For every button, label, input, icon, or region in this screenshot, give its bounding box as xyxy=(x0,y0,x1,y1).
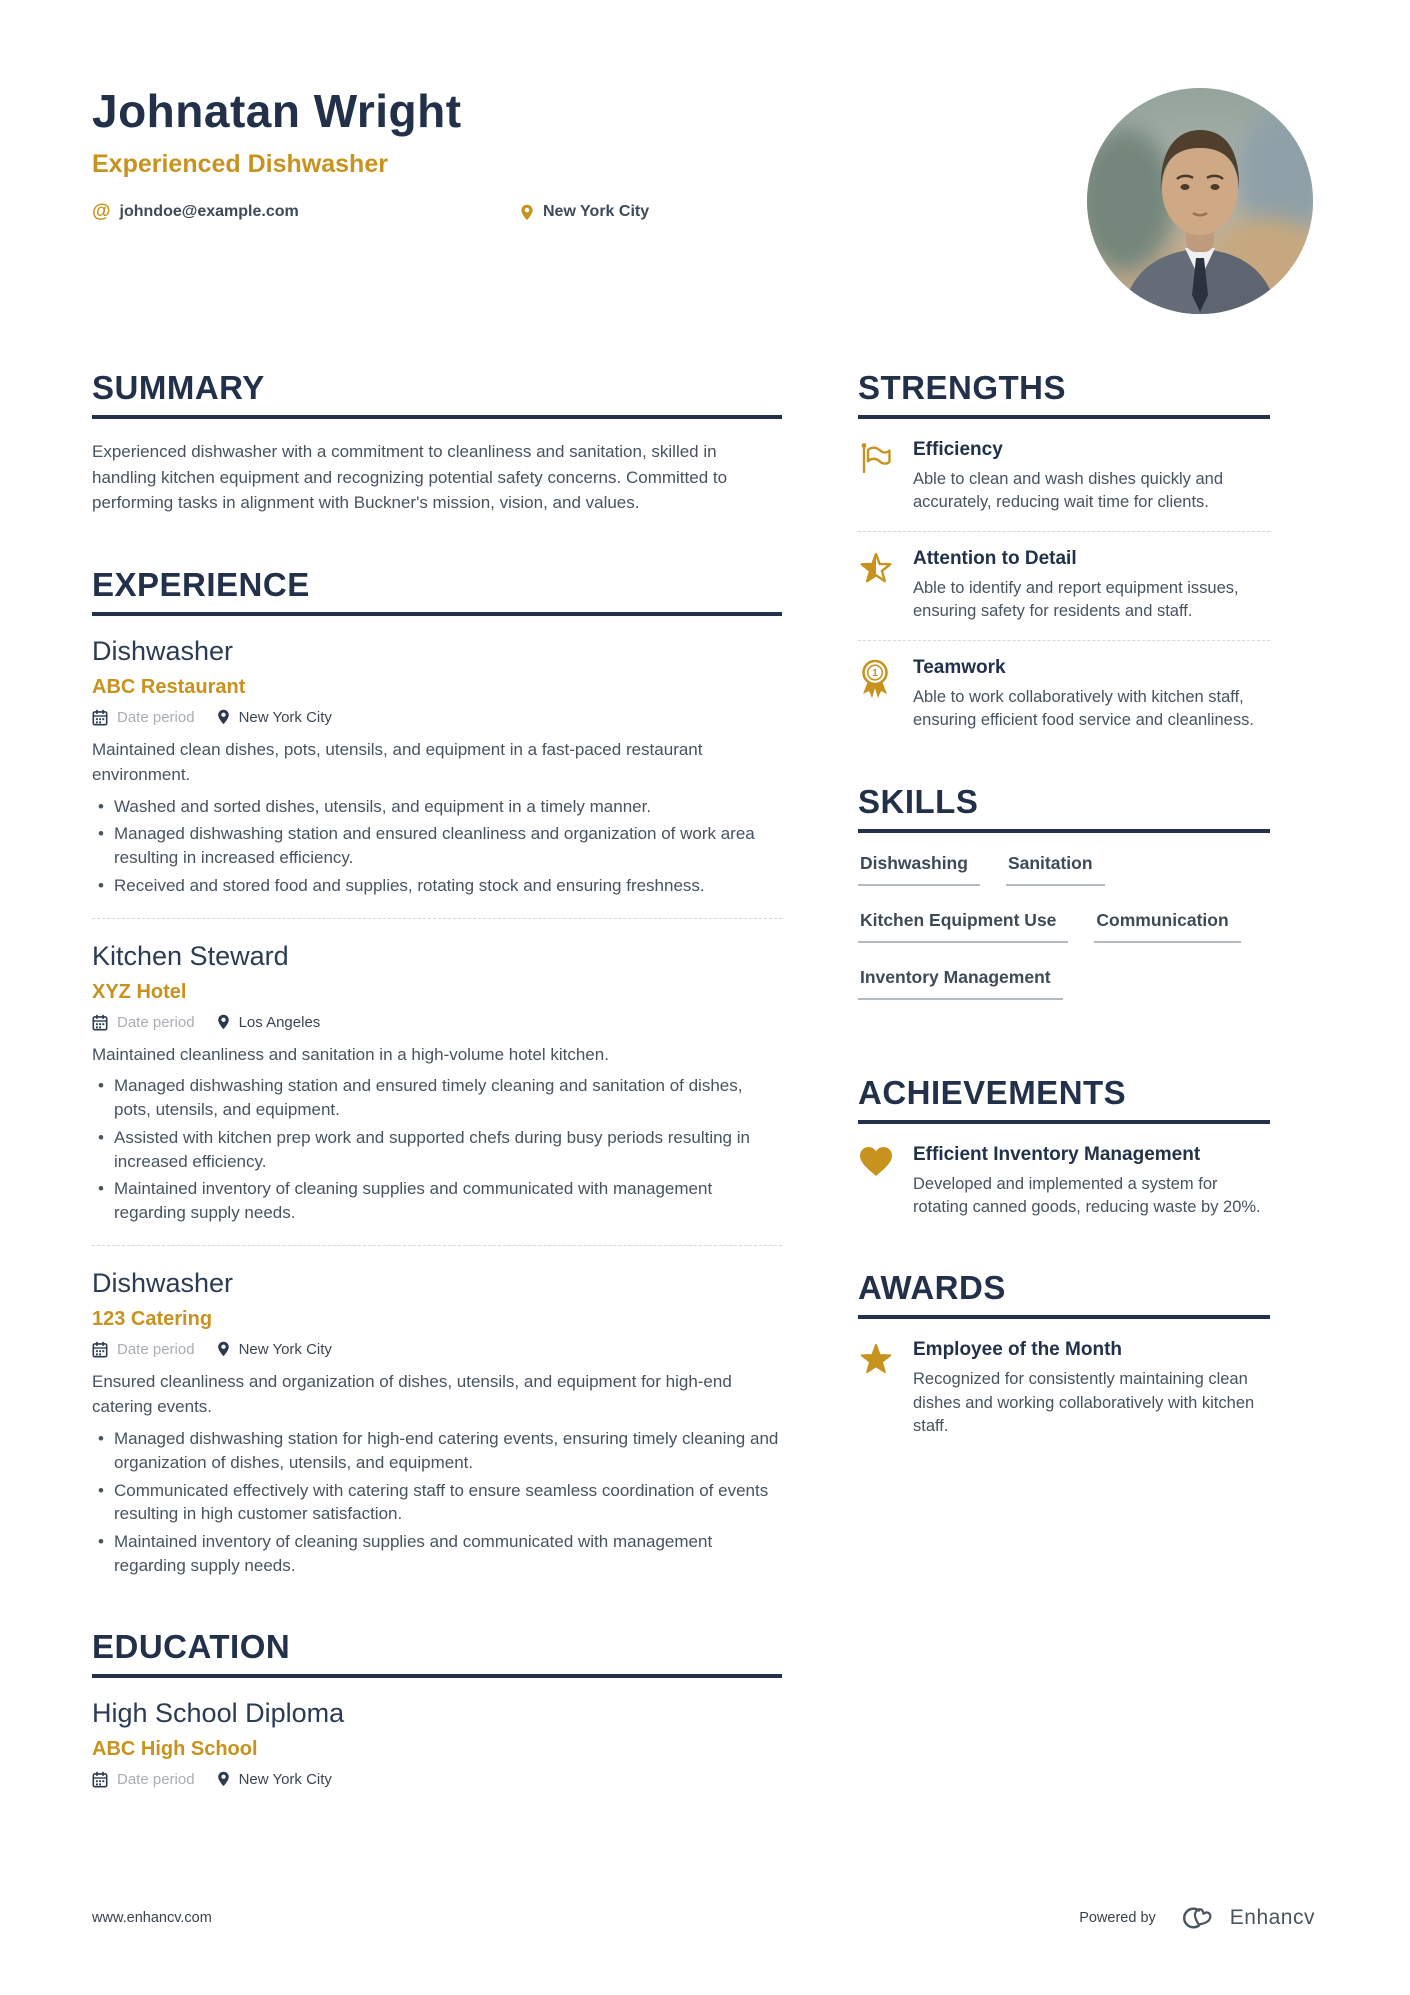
location-pin-icon xyxy=(217,1771,230,1787)
strength-item xyxy=(858,657,1270,733)
date-period: Date period xyxy=(117,1013,195,1031)
header xyxy=(0,0,1410,223)
location-pin-icon xyxy=(217,1341,230,1357)
skill-tag: Sanitation xyxy=(1006,853,1105,886)
feature-body xyxy=(913,657,1270,733)
svg-text:1: 1 xyxy=(872,667,878,679)
feature-title: Efficiency xyxy=(913,439,1003,460)
calendar-icon xyxy=(92,1341,108,1358)
dashed-divider xyxy=(92,918,782,919)
feature-text: Developed and implemented a system for rotating canned goods, reducing waste by 20%. xyxy=(913,1174,1261,1216)
dashed-divider xyxy=(92,1245,782,1246)
feature-text: Able to work collaboratively with kitchen staff, ensuring efficient food service and cleanliness. xyxy=(913,687,1254,730)
company-name: 123 Catering xyxy=(92,1307,213,1330)
calendar-icon xyxy=(92,1014,108,1031)
skills-heading: SKILLS xyxy=(858,783,1270,833)
strengths-section xyxy=(858,369,1270,733)
summary-text: Experienced dishwasher with a commitment to cleanliness and sanitation, skilled in handling kitchen equipment and recognizing potential safety concerns. Committed to performing tasks in alignment with Buckner's mission, vision, and values. xyxy=(92,442,728,512)
calendar-icon xyxy=(92,1771,108,1788)
date-period: Date period xyxy=(117,1340,195,1358)
strengths-list xyxy=(858,439,1270,733)
job-title: Dishwasher xyxy=(92,635,234,666)
heart-icon xyxy=(858,1146,894,1178)
person-name: Johnatan Wright xyxy=(92,85,462,137)
skill-tag: Dishwashing xyxy=(858,853,980,886)
star-icon xyxy=(858,1341,894,1377)
achievements-list xyxy=(858,1144,1270,1220)
experience-entries xyxy=(92,636,782,1578)
award-item xyxy=(858,1339,1270,1438)
experience-entry xyxy=(92,1268,782,1578)
powered-by[interactable] xyxy=(1079,1903,1315,1933)
enhancv-wordmark: Enhancv xyxy=(1229,1906,1315,1929)
achievement-item xyxy=(858,1144,1270,1220)
skills-list xyxy=(858,853,1270,1024)
education-heading: EDUCATION xyxy=(92,1628,782,1678)
experience-entry xyxy=(92,636,782,919)
achievements-section xyxy=(858,1074,1270,1220)
company-name: XYZ Hotel xyxy=(92,980,187,1003)
powered-by-label: Powered by xyxy=(1079,1910,1156,1926)
bullet-item: • Washed and sorted dishes, utensils, and equipment in a timely manner. xyxy=(92,795,782,819)
entry-description: Maintained cleanliness and sanitation in a high-volume hotel kitchen. xyxy=(92,1044,609,1064)
feature-icon-box xyxy=(858,657,898,733)
dashed-divider xyxy=(858,640,1270,641)
footer xyxy=(92,1903,1315,1933)
dashed-divider xyxy=(858,531,1270,532)
entry-location: New York City xyxy=(238,1770,332,1788)
school-name: ABC High School xyxy=(92,1737,258,1760)
entry-description: Ensured cleanliness and organization of dishes, utensils, and equipment for high-end catering events. xyxy=(92,1371,732,1417)
bullet-item: • Managed dishwashing station and ensured timely cleaning and sanitation of dishes, pots, utensils, and equipment. xyxy=(92,1074,782,1122)
achievements-heading: ACHIEVEMENTS xyxy=(858,1074,1270,1124)
left-column xyxy=(92,369,782,1838)
summary-heading: SUMMARY xyxy=(92,369,782,419)
education-section xyxy=(92,1628,782,1788)
feature-icon-box xyxy=(858,439,898,515)
entry-location: New York City xyxy=(238,708,332,726)
job-title: Kitchen Steward xyxy=(92,940,289,971)
feature-icon-box xyxy=(858,1144,898,1220)
enhancv-logo-icon xyxy=(1170,1903,1216,1933)
experience-heading: EXPERIENCE xyxy=(92,566,782,616)
entry-meta xyxy=(92,709,782,726)
awards-section xyxy=(858,1269,1270,1438)
email-text: johndoe@example.com xyxy=(119,203,299,220)
bullet-list xyxy=(92,795,782,898)
flag-icon xyxy=(858,441,892,475)
job-headline: Experienced Dishwasher xyxy=(92,150,388,178)
feature-icon-box xyxy=(858,1339,898,1438)
at-icon: @ xyxy=(92,201,111,222)
location-contact xyxy=(520,203,649,221)
website-link[interactable]: www.enhancv.com xyxy=(92,1910,212,1926)
location-pin-icon xyxy=(520,204,534,221)
email-contact[interactable] xyxy=(92,201,520,223)
bullet-item: • Maintained inventory of cleaning supplies and communicated with management regarding supply needs. xyxy=(92,1530,782,1578)
skill-tag: Communication xyxy=(1094,910,1240,943)
feature-title: Attention to Detail xyxy=(913,547,1077,569)
job-title: Dishwasher xyxy=(92,1267,234,1298)
entry-location: Los Angeles xyxy=(238,1013,321,1031)
location-pin-icon xyxy=(217,1014,230,1030)
right-column xyxy=(858,369,1270,1838)
entry-meta xyxy=(92,1014,782,1031)
entry-meta xyxy=(92,1341,782,1358)
feature-body xyxy=(913,1144,1270,1220)
feature-body xyxy=(913,548,1270,624)
awards-list xyxy=(858,1339,1270,1438)
feature-title: Employee of the Month xyxy=(913,1339,1122,1361)
profile-photo xyxy=(1087,88,1313,314)
experience-section xyxy=(92,566,782,1578)
feature-text: Recognized for consistently maintaining clean dishes and working collaboratively with kitchen staff. xyxy=(913,1370,1255,1436)
skills-section xyxy=(858,783,1270,1024)
bullet-item: • Managed dishwashing station for high-end catering events, ensuring timely cleaning and organization of dishes, utensils, and equipment. xyxy=(92,1427,782,1475)
feature-body xyxy=(913,1339,1270,1438)
experience-entry xyxy=(92,941,782,1246)
profile-photo-illustration xyxy=(1087,88,1313,314)
bullet-list xyxy=(92,1427,782,1578)
feature-body xyxy=(913,439,1270,515)
location-pin-icon xyxy=(217,709,230,725)
strength-item xyxy=(858,548,1270,641)
company-name: ABC Restaurant xyxy=(92,675,246,698)
skill-tag: Kitchen Equipment Use xyxy=(858,910,1068,943)
degree-title: High School Diploma xyxy=(92,1697,345,1728)
entry-location: New York City xyxy=(238,1340,332,1358)
feature-text: Able to clean and wash dishes quickly and accurately, reducing wait time for clients. xyxy=(913,470,1224,512)
bullet-item: • Communicated effectively with catering staff to ensure seamless coordination of events resulting in high customer satisfaction. xyxy=(92,1479,782,1527)
summary-section xyxy=(92,369,782,516)
feature-text: Able to identify and report equipment issues, ensuring safety for residents and staff. xyxy=(913,578,1239,621)
bullet-item: • Maintained inventory of cleaning supplies and communicated with management regarding supply needs. xyxy=(92,1177,782,1225)
awards-heading: AWARDS xyxy=(858,1269,1270,1319)
bullet-item: • Managed dishwashing station and ensured cleanliness and organization of work area resulting in increased efficiency. xyxy=(92,822,782,870)
bullet-item: • Received and stored food and supplies, rotating stock and ensuring freshness. xyxy=(92,874,782,898)
feature-title: Efficient Inventory Management xyxy=(913,1143,1201,1165)
location-text: New York City xyxy=(543,203,650,220)
calendar-icon xyxy=(92,709,108,726)
entry-description: Maintained clean dishes, pots, utensils, and equipment in a fast-paced restaurant environment. xyxy=(92,739,703,784)
skill-tag: Inventory Management xyxy=(858,967,1063,1000)
bullet-list xyxy=(92,1074,782,1225)
strength-item xyxy=(858,439,1270,532)
strengths-heading: STRENGTHS xyxy=(858,369,1270,419)
education-meta xyxy=(92,1771,782,1788)
medal-icon xyxy=(858,659,892,699)
date-period: Date period xyxy=(117,1770,195,1788)
date-period: Date period xyxy=(117,708,195,726)
feature-title: Teamwork xyxy=(913,656,1006,678)
feature-icon-box xyxy=(858,548,898,624)
bullet-item: • Assisted with kitchen prep work and supported chefs during busy periods resulting in increased efficiency. xyxy=(92,1126,782,1174)
content-columns xyxy=(0,369,1410,1838)
star-half-icon xyxy=(858,550,894,586)
